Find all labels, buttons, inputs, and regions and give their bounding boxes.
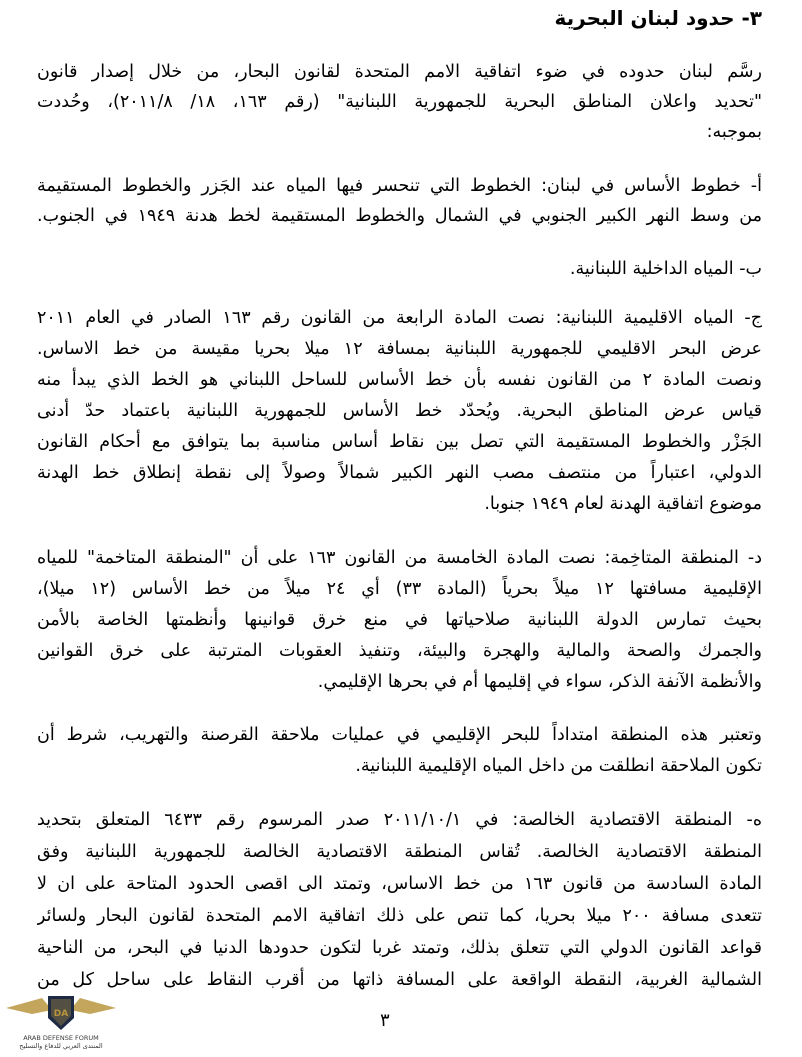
- svg-text:DA: DA: [53, 1009, 69, 1019]
- paragraph-line: عرض البحر الاقليمي للجمهورية اللبنانية بمسافة ١٢ ميلا بحريا مقيسة من خط الاساس.: [37, 339, 762, 359]
- section-heading: ٣- حدود لبنان البحرية: [554, 6, 762, 30]
- paragraph-line: ج- المياه الاقليمية اللبنانية: نصت المادة الرابعة من القانون رقم ١٦٣ الصادر في العام ٢٠١١: [37, 308, 762, 328]
- paragraph-line: والأنظمة الآنفة الذكر، سواء في إقليمها أم في بحرها الإقليمي.: [317, 672, 762, 692]
- paragraph-line: ونصت المادة ٢ من القانون نفسه بأن خط الأساس للساحل اللبناني هو الخط الذي يبدأ منه: [37, 370, 762, 390]
- paragraph-line: المنطقة الاقتصادية الخالصة. تُقاس المنطقة الاقتصادية الخالصة للجمهورية اللبنانية وفق: [37, 842, 762, 862]
- paragraph-line: بموجبه:: [706, 122, 762, 142]
- forum-watermark: [2, 1034, 120, 1050]
- paragraph-line: الدولي، اعتباراً من منتصف مصب النهر الكبير شمالاً وصولاً إلى نقطة إنطلاق خط الهدنة: [37, 463, 762, 483]
- paragraph-line: من وسط النهر الكبير الجنوبي في الشمال والخطوط المستقيمة لخط هدنة ١٩٤٩ في الجنوب.: [37, 206, 762, 226]
- paragraph-line: تكون الملاحقة انطلقت من داخل المياه الإقليمية اللبنانية.: [355, 756, 762, 776]
- paragraph-line: أ- خطوط الأساس في لبنان: الخطوط التي تنحسر فيها المياه عند الجَزر والخطوط المستقيمة: [37, 176, 762, 196]
- paragraph-line: قواعد القانون الدولي التي تتعلق بذلك، وتمتد غربا لتكون حدودها الدنيا في البحر، من الناحية: [37, 938, 762, 958]
- paragraph-line: موضوع اتفاقية الهدنة لعام ١٩٤٩ جنوبا.: [484, 494, 762, 514]
- paragraph-line: ه- المنطقة الاقتصادية الخالصة: في ٢٠١١/١٠/١ صدر المرسوم رقم ٦٤٣٣ المتعلق بتحديد: [37, 810, 762, 830]
- paragraph-line: الشمالية الغربية، النقطة الواقعة على المسافة ذاتها من أقرب النقاط على ساحل كل من: [37, 970, 762, 990]
- forum-name-en: ARAB DEFENSE FORUM: [23, 1034, 99, 1042]
- paragraph-line: والجمرك والصحة والمالية والهجرة والبيئة، وتنفيذ العقوبات المترتبة على خرق القوانين: [37, 641, 762, 661]
- paragraph-line: تتعدى مسافة ٢٠٠ ميلا بحريا، كما تنص على ذلك اتفاقية الامم المتحدة لقانون البحار ولسائر: [37, 906, 762, 926]
- paragraph-line: المادة السادسة من قانون ١٦٣ من خط الاساس، وتمتد الى اقصى الحدود المتاحة على ان لا: [37, 874, 762, 894]
- forum-name-ar: المنتدى العربي للدفاع والتسليح: [19, 1042, 103, 1050]
- paragraph-line: بحيث تمارس الدولة اللبنانية صلاحياتها في منع خرق قوانينها وأنظمتها الخاصة بالأمن: [37, 610, 762, 630]
- paragraph-line: الجَزْر والخطوط المستقيمة التي تصل بين نقاط أساس مناسبة بما يتوافق مع أحكام القانون: [37, 432, 762, 452]
- paragraph-line: "تحديد واعلان المناطق البحرية للجمهورية اللبنانية" (رقم ١٦٣، ١٨/ ٢٠١١/٨)، وحُددت: [37, 92, 762, 112]
- paragraph-line: الإقليمية مسافتها ١٢ ميلاً بحرياً (المادة ٣٣) أي ٢٤ ميلاً من خط الأساس (١٢ ميلا)،: [37, 579, 762, 599]
- paragraph-line: ب- المياه الداخلية اللبنانية.: [569, 259, 762, 279]
- paragraph-line: رسَّم لبنان حدوده في ضوء اتفاقية الامم المتحدة لقانون البحار، من خلال إصدار قانون: [37, 62, 762, 82]
- paragraph-line: د- المنطقة المتاخِمة: نصت المادة الخامسة من القانون ١٦٣ على أن "المنطقة المتاخمة" للمياه: [37, 548, 762, 568]
- paragraph-line: قياس عرض المناطق البحرية. ويُحدّد خط الأساس للجمهورية اللبنانية باعتماد حدّ أدنى: [37, 401, 762, 421]
- page-number: ٣: [380, 1010, 390, 1031]
- paragraph-line: وتعتبر هذه المنطقة امتداداً للبحر الإقليمي في عمليات ملاحقة القرصنة والتهريب، شرط أن: [37, 725, 762, 745]
